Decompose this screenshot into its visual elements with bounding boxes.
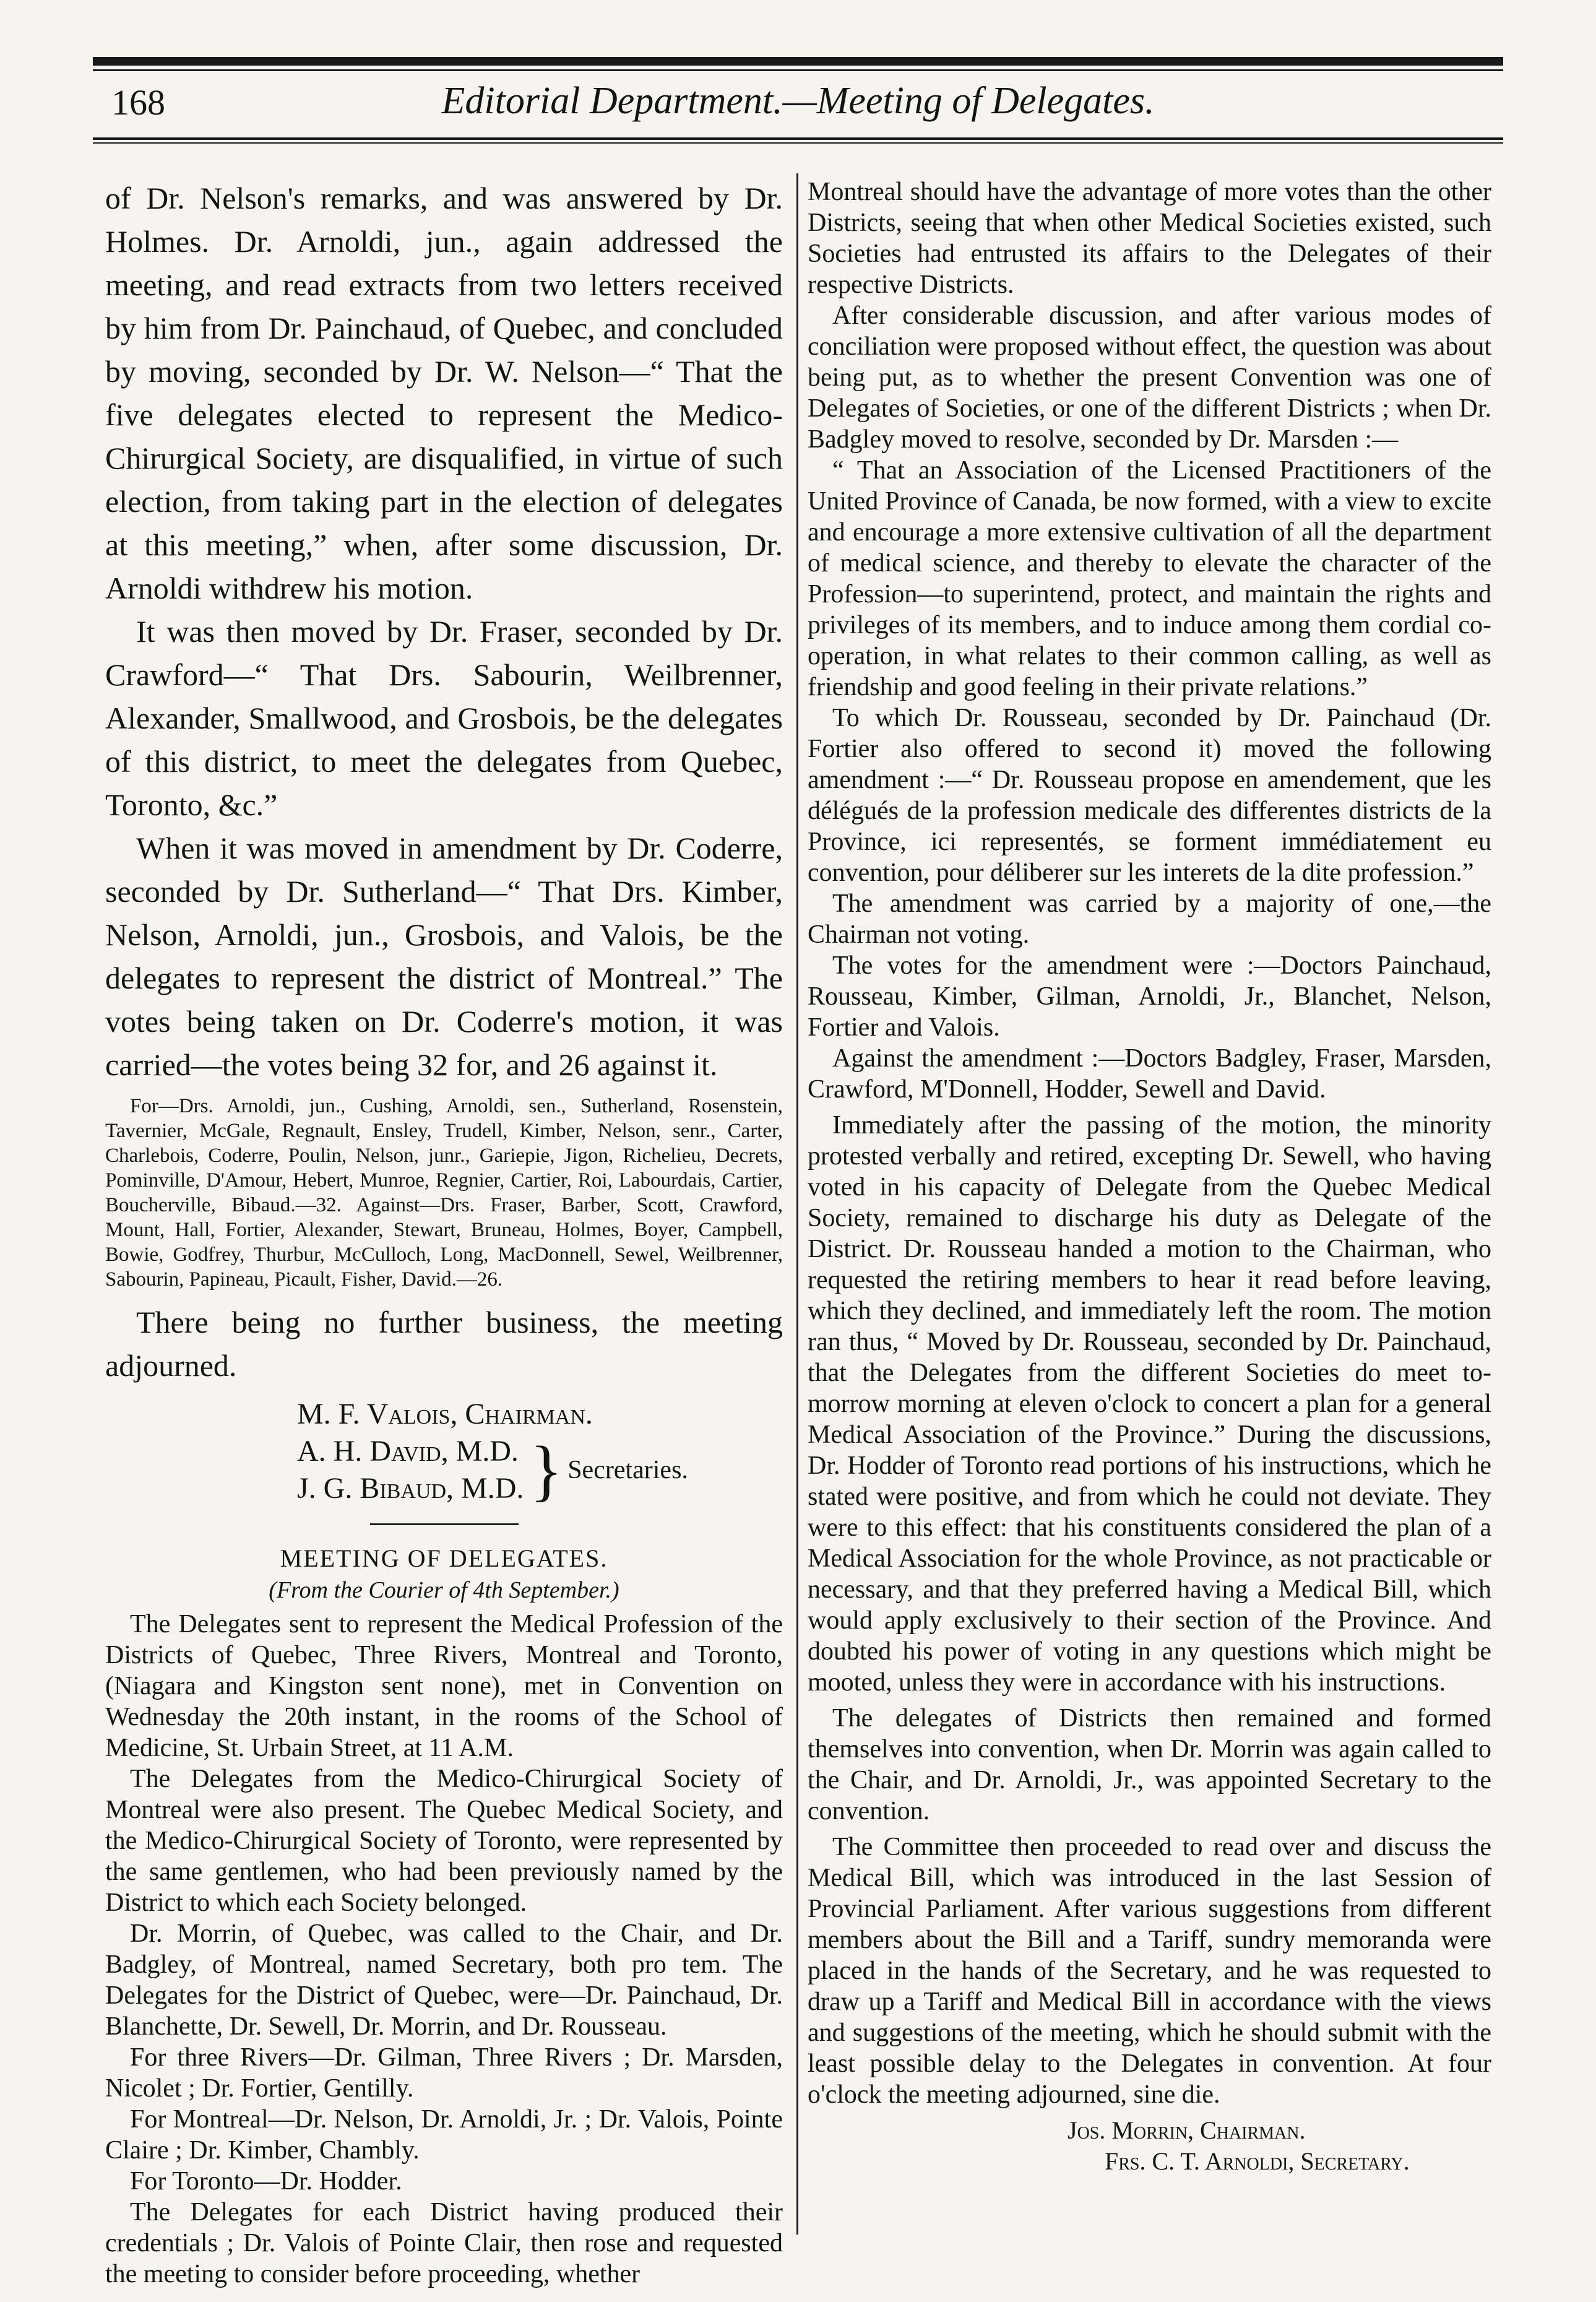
page-number: 168 (111, 82, 165, 123)
paragraph: The votes for the amendment were :—Doctors Painchaud, Rousseau, Kimber, Gilman, Arnoldi, Jr., Blanchet, Nelson, Fortier and Valois. (808, 951, 1491, 1042)
top-rule-thin (93, 69, 1503, 71)
header-rule (93, 137, 1503, 140)
secretaries-label: Secretaries. (567, 1456, 688, 1484)
paragraph: The Delegates from the Medico-Chirurgical Society of Montreal were also present. The Quebec Medical Society, and the Medico-Chirurgical Society of Toronto, were represented by the same gentlemen, who had been previously named by the District to which each Society belonged. (105, 1765, 783, 1917)
paragraph: Montreal should have the advantage of more votes than the other Districts, seeing that when other Medical Societies existed, such Societies had entrusted its affairs to the Delegates of their respective Districts. (808, 178, 1491, 299)
section-divider (370, 1523, 519, 1525)
header-rule-thin (93, 142, 1503, 144)
paragraph: The Delegates sent to represent the Medical Profession of the Districts of Quebec, Three Rivers, Montreal and Toronto, (Niagara and Kingston sent none), met in Convention on Wednesday the 20th instant, in the rooms of the School of Medicine, St. Urbain Street, at 11 A.M. (105, 1610, 783, 1762)
signature-block (297, 1396, 783, 1507)
paragraph: For three Rivers—Dr. Gilman, Three Rivers ; Dr. Marsden, Nicolet ; Dr. Fortier, Gentilly. (105, 2043, 783, 2103)
secretary-signature: J. G. Bibaud, M.D. (297, 1472, 524, 1505)
paragraph: The Delegates for each District having produced their credentials ; Dr. Valois of Pointe Clair, then rose and requested the meeting to consider before proceeding, whether (105, 2198, 783, 2288)
paragraph: The Committee then proceeded to read over and discuss the Medical Bill, which was introduced in the last Session of Provincial Parliament. After various suggestions from different members about the Bill and a Tariff, sundry memoranda were placed in the hands of the Secretary, and he was requested to draw up a Tariff and Medical Bill in accordance with the views and suggestions of the meeting, which he should submit with the least possible delay to the Delegates in convention. At four o'clock the meeting adjourned, sine die. (808, 1833, 1491, 2109)
report-continuation (105, 176, 783, 1086)
right-column (808, 176, 1491, 2177)
chairman-signature: Jos. Morrin, Chairman. (1068, 2116, 1306, 2144)
secretaries-block (297, 1433, 783, 1507)
chairman-signature: M. F. Valois, Chairman. (297, 1398, 593, 1430)
paragraph: When it was moved in amendment by Dr. Coderre, seconded by Dr. Sutherland—“ That Drs. Kimber, Nelson, Arnoldi, jun., Grosbois, and Valois, be the delegates to represent the district of Montreal.” The votes being taken on Dr. Coderre's motion, it was carried—the votes being 32 for, and 26 against it. (105, 831, 783, 1082)
paragraph: The delegates of Districts then remained and formed themselves into convention, when Dr. Morrin was again called to the Chair, and Dr. Arnoldi, Jr., was appointed Secretary to the convention. (808, 1704, 1491, 1825)
paragraph: For Toronto—Dr. Hodder. (130, 2167, 402, 2196)
paragraph: The amendment was carried by a majority of one,—the Chairman not voting. (808, 889, 1491, 949)
paragraph: After considerable discussion, and after various modes of conciliation were proposed without effect, the question was about being put, as to whether the present Convention was one of Delegates of Societies, or one of the different Districts ; when Dr. Badgley moved to resolve, seconded by Dr. Marsden :— (808, 301, 1491, 454)
resolution-quote: “ That an Association of the Licensed Practitioners of the United Province of Canada, be now formed, with a view to excite and encourage a more extensive cultivation of all the department of medical science, and thereby to elevate the character of the Profession—to superintend, protect, and maintain the rights and privileges of its members, and to induce among them cordial co-operation, in what relates to their common calling, as well as friendship and good feeling in their private relations.” (808, 456, 1491, 701)
secretary-signature: Frs. C. T. Arnoldi, Secretary. (1105, 2147, 1410, 2175)
section-title: MEETING OF DELEGATES. (280, 1544, 608, 1572)
paragraph: Dr. Morrin, of Quebec, was called to the Chair, and Dr. Badgley, of Montreal, named Secretary, both pro tem. The Delegates for the District of Quebec, were—Dr. Painchaud, Dr. Blanchette, Dr. Sewell, Dr. Morrin, and Dr. Rousseau. (105, 1919, 783, 2041)
paragraph: There being no further business, the meeting adjourned. (105, 1305, 783, 1383)
closing-signatures (1068, 2115, 1491, 2177)
vote-list: For—Drs. Arnoldi, jun., Cushing, Arnoldi, sen., Sutherland, Rosenstein, Tavernier, McGale, Regnault, Ensley, Trudell, Kimber, Nelson, senr., Carter, Charlebois, Coderre, Poulin, Nelson, junr., Gariepie, Jigon, Richelieu, Decrets, Pominville, D'Amour, Hebert, Munroe, Regnier, Cartier, Roi, Labourdais, Cartier, Boucherville, Bibaud.—32. Against—Drs. Fraser, Barber, Scott, Crawford, Mount, Hall, Fortier, Alexander, Stewart, Bruneau, Holmes, Boyer, Campbell, Bowie, Godfrey, Thurbur, McCulloch, Long, MacDonnell, Sewel, Weilbrenner, Sabourin, Papineau, Picault, Fisher, David.—26. (105, 1095, 783, 1291)
column-rule (796, 173, 798, 2235)
secretary-signature: A. H. David, M.D. (297, 1435, 519, 1468)
top-rule (93, 57, 1503, 66)
page-header (99, 76, 1497, 131)
paragraph: For Montreal—Dr. Nelson, Dr. Arnoldi, Jr. ; Dr. Valois, Pointe Claire ; Dr. Kimber, Chambly. (105, 2105, 783, 2165)
closing-paragraph (105, 1300, 783, 1387)
running-head: Editorial Department.—Meeting of Delegates. (441, 80, 1155, 122)
section-source: (From the Courier of 4th September.) (269, 1577, 619, 1603)
paragraph: Against the amendment :—Doctors Badgley, Fraser, Marsden, Crawford, M'Donnell, Hodder, Sewell and David. (808, 1044, 1491, 1104)
left-column (105, 176, 783, 2290)
paragraph: Immediately after the passing of the motion, the minority protested verbally and retired, excepting Dr. Sewell, who having voted in his capacity of Delegate from the Quebec Medical Society, remained to discharge his duty as Delegate of the District. Dr. Rousseau handed a motion to the Chairman, who requested the retiring members to hear it read before leaving, which they declined, and immediately left the room. The motion ran thus, “ Moved by Dr. Rousseau, seconded by Dr. Painchaud, that the Delegates from the different Societies do meet to-morrow morning at eleven o'clock to concert a plan for a general Medical Association of the Province.” During the discussions, Dr. Hodder of Toronto read portions of his instructions, which he stated were positive, and from which he could not deviate. They were to this effect: that his constituents considered the plan of a Medical Association for the whole Province, as not practicable or necessary, and that they preferred having a Medical Bill, which would apply exclusively to their section of the Province. And doubted his power of voting in any questions which might be mooted, unless they were in accordance with his instructions. (808, 1111, 1491, 1697)
paragraph: It was then moved by Dr. Fraser, seconded by Dr. Crawford—“ That Drs. Sabourin, Weilbrenner, Alexander, Smallwood, and Grosbois, be the delegates of this district, to meet the delegates from Quebec, Toronto, &c.” (105, 614, 783, 822)
paragraph: To which Dr. Rousseau, seconded by Dr. Painchaud (Dr. Fortier also offered to second it) moved the following amendment :—“ Dr. Rousseau propose en amendement, que les délégués de la profession medicale des differentes districts de la Province, ici representés, se forment immédiatement eu convention, pour déliberer sur les interets de la dite profession.” (808, 704, 1491, 887)
brace-icon: } (530, 1432, 563, 1508)
paragraph: of Dr. Nelson's remarks, and was answered by Dr. Holmes. Dr. Arnoldi, jun., again addressed the meeting, and read extracts from two letters received by him from Dr. Painchaud, of Quebec, and concluded by moving, seconded by Dr. W. Nelson—“ That the five delegates elected to represent the Medico-Chirurgical Society, are disqualified, in virtue of such election, from taking part in the election of delegates at this meeting,” when, after some discussion, Dr. Arnoldi withdrew his motion. (105, 181, 783, 605)
